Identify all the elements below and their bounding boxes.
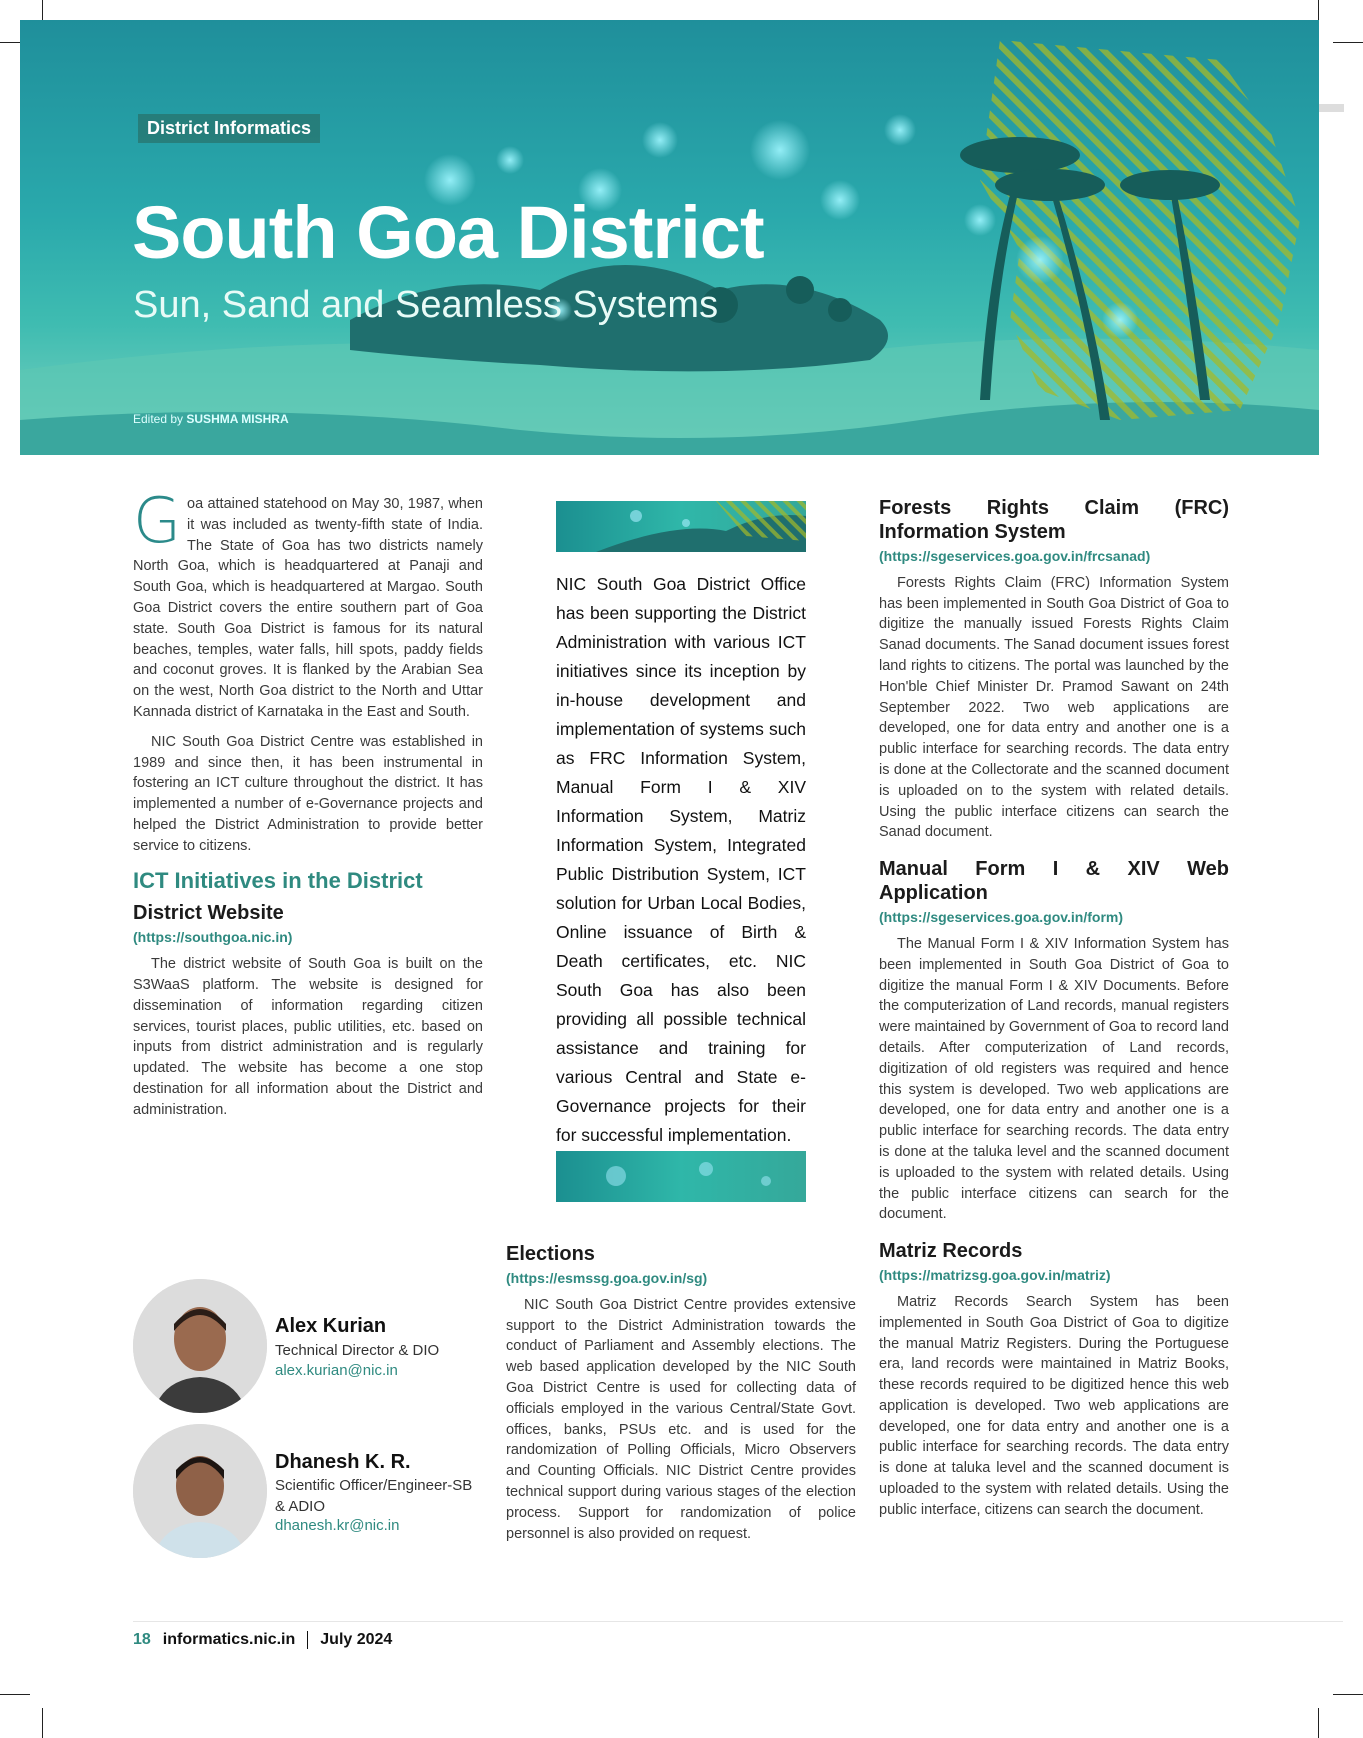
matriz-paragraph: Matriz Records Search System has been implemented in South Goa District of Goa to digitize the manual Matriz Registers. During the Portuguese era, land records were maintained in Matriz Books, these records required to be digitized hence this web application is developed. Two web applications are developed, one for data entry and another one is a public interface for searching records. The data entry is done at taluka level and the scanned document is uploaded to the system with related details. Using the public interface, citizens can search the document. (879, 1293, 1229, 1518)
banner-art-2 (556, 1151, 806, 1202)
person-email-link[interactable]: dhanesh.kr@nic.in (275, 1517, 400, 1534)
drop-cap: G (133, 484, 182, 557)
left-column (133, 484, 483, 1130)
footer-site: informatics.nic.in (162, 1631, 296, 1649)
bottom-decorative-banner (556, 1151, 806, 1202)
matriz-url-link[interactable]: (https://matrizsg.goa.gov.in/matriz) (879, 1267, 1111, 1284)
form-title: Manual Form I & XIV Web Application (879, 858, 1229, 905)
elections-section (506, 1242, 856, 1553)
form-url-link[interactable]: (https://sgeservices.goa.gov.in/form) (879, 909, 1124, 926)
crop-mark (1333, 42, 1363, 43)
middle-highlight (556, 570, 806, 1159)
person-name: Alex Kurian (275, 1315, 387, 1337)
avatar-dhanesh (133, 1424, 267, 1558)
page-title: South Goa District (132, 191, 764, 274)
page-number: 18 (133, 1631, 151, 1649)
elections-url-link[interactable]: (https://esmssg.goa.gov.in/sg) (506, 1270, 708, 1286)
page-footer (133, 1631, 392, 1649)
person-photo (133, 1279, 267, 1413)
nic-paragraph: NIC South Goa District Centre was established in 1989 and since then, it has been instrumental in fostering an ICT culture throughout the district. It has implemented a number of e-Governance projects and helped the District Administration to provide better service to citizens. (133, 733, 483, 854)
edited-by-label: Edited by (133, 412, 184, 426)
frc-paragraph: Forests Rights Claim (FRC) Information System has been implemented in South Goa District of Goa to digitize the manually issued Forests Rights Claim Sanad documents. The Sanad document issues forest land rights to citizens. The portal was launched by the Hon'ble Chief Minister Dr. Pramod Sawant on 24th September 2022. Two web applications are developed, one for data entry and another one is a public interface for searching records. The data entry is done at the Collectorate and the scanned document is uploaded on to the system with related details. Using the public interface citizens can search the Sanad document. (879, 574, 1229, 841)
side-tab (1319, 104, 1344, 112)
right-column (879, 496, 1229, 1530)
editor-name: SUSHMA MISHRA (186, 412, 289, 426)
footer-date: July 2024 (320, 1631, 393, 1649)
footer-divider (133, 1621, 1343, 1622)
elections-paragraph: NIC South Goa District Centre provides extensive support to the District Administration towards the conduct of Parliament and Assembly elections. The web based application developed by the NIC South Goa District Centre is used for collecting data of officials employed in the various Central/State Govt. offices, banks, PSUs etc. and is used for the randomization of Polling Officials, Micro Observers and Counting Officials. NIC District Centre provides technical support during various stages of the election process. Support for randomization of police personnel is also provided on request. (506, 1296, 856, 1542)
frc-title: Forests Rights Claim (FRC) Information System (879, 497, 1229, 543)
frc-url-link[interactable]: (https://sgeservices.goa.gov.in/frcsanad) (879, 548, 1151, 564)
crop-mark (1318, 1708, 1319, 1738)
person-role: Scientific Officer/Engineer-SB & ADIO (275, 1477, 473, 1515)
website-title: District Website (133, 902, 284, 925)
intro-text: oa attained statehood on May 30, 1987, when it was included as twenty-fifth state of India. The State of Goa has two districts namely North Goa, which is headquartered at Panaji and South Goa, which is headquartered at Margao. South Goa District covers the entire southern part of Goa state. South Goa District is famous for its natural beaches, temples, water falls, hill spots, paddy fields and coconut groves. It is flanked by the Arabian Sea on the west, North Goa district to the North and Uttar Kannada district of Karnataka in the East and South. (133, 496, 483, 720)
footer-separator (307, 1631, 308, 1649)
section-tag: District Informatics (138, 114, 320, 143)
website-url-link[interactable]: (https://southgoa.nic.in) (133, 929, 293, 946)
editor-credit (133, 412, 289, 426)
hero-banner (20, 20, 1319, 455)
section-heading: ICT Initiatives in the District (133, 867, 423, 893)
person-name: Dhanesh K. R. (275, 1451, 411, 1473)
banner-art (556, 501, 806, 552)
form-paragraph: The Manual Form I & XIV Information System has been implemented in South Goa District of Goa to digitize the manual Form I & XIV Documents. Before the computerization of Land records, manual registers were maintained by Government of Goa to record land details. After computerization of Land records, digitization of old registers was required and hence this system is developed. Two web applications are developed, one for data entry and another one is a public interface for searching records. The data entry is done at the taluka level and the scanned document is uploaded to the system with related details. Using the public interface citizens can search for the document. (879, 935, 1229, 1223)
page-subtitle: Sun, Sand and Seamless Systems (133, 284, 719, 326)
top-decorative-banner (556, 501, 806, 552)
crop-mark (0, 1694, 30, 1695)
person-email-link[interactable]: alex.kurian@nic.in (275, 1362, 398, 1379)
intro-paragraph (133, 484, 483, 723)
elections-title: Elections (506, 1243, 595, 1265)
person-photo (133, 1424, 267, 1558)
avatar-alex-kurian (133, 1279, 267, 1413)
crop-mark (42, 1708, 43, 1738)
highlight-text: NIC South Goa District Office has been supporting the District Administration with various ICT initiatives since its inception by in-house development and implementation of systems such as FRC Information System, Manual Form I & XIV Information System, Matriz Information System, Integrated Public Distribution System, ICT solution for Urban Local Bodies, Online issuance of Birth & Death certificates, etc. NIC South Goa has also been providing all possible technical assistance and training for various Central and State e-Governance projects for their for successful implementation. (556, 574, 806, 1145)
website-paragraph: The district website of South Goa is built on the S3WaaS platform. The website is designed for dissemination of information regarding citizen services, tourist places, public utilities, etc. based on inputs from district administration and is regularly updated. The website has become a one stop destination for all information about the District and administration. (133, 956, 483, 1118)
matriz-title: Matriz Records (879, 1240, 1023, 1263)
crop-mark (1333, 1694, 1363, 1695)
person-role: Technical Director & DIO (275, 1342, 440, 1359)
